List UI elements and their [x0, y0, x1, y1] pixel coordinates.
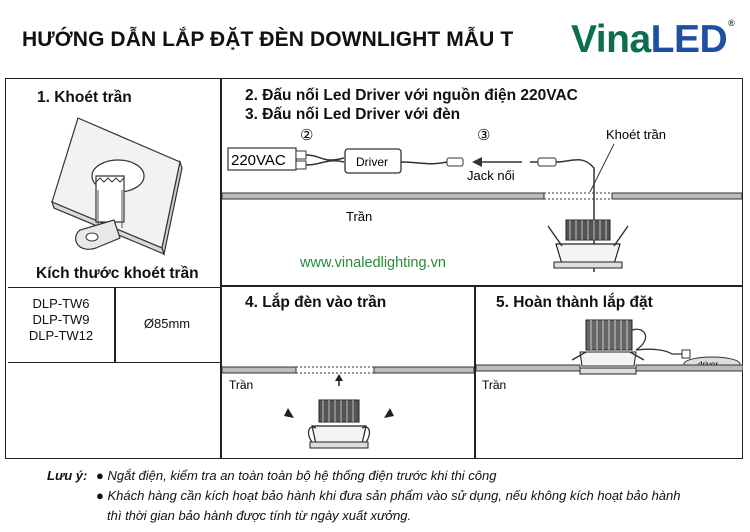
website-url[interactable]: www.vinaledlighting.vn [300, 255, 446, 271]
driver-cable [632, 329, 682, 354]
bullet-icon: ● [96, 468, 104, 483]
step4-diagram [222, 362, 474, 458]
step3-heading: 3. Đấu nối Led Driver với đèn [245, 106, 461, 123]
downlight-icon [309, 400, 370, 448]
jack-female [447, 158, 463, 166]
brand-logo [571, 18, 734, 62]
cutout-size-heading: Kích thước khoét trần [36, 265, 199, 282]
ceiling-cut-illustration [40, 110, 190, 260]
model-row: DLP-TW12 [28, 328, 94, 343]
ceiling-left-slab [222, 193, 544, 199]
spring-arrow-left [284, 408, 294, 418]
ceiling-label: Trần [346, 209, 373, 224]
connector-block-top [296, 151, 306, 159]
step4-heading: 4. Lắp đèn vào trần [245, 294, 387, 311]
step5-diagram [476, 312, 743, 458]
cable-connector [682, 350, 690, 358]
logo-led: LED [650, 18, 728, 61]
divider-middle-row [220, 285, 743, 287]
ceiling-label: Trần [482, 378, 507, 392]
table-cell-cutout-diameter: Ø85mm [143, 316, 191, 331]
step2-heading: 2. Đấu nối Led Driver với nguồn điện 220VAC [245, 87, 578, 104]
page-title: HƯỚNG DẪN LẮP ĐẶT ĐÈN DOWNLIGHT MẪU T [22, 28, 514, 51]
note-text: Khách hàng cần kích hoạt bảo hành khi đưa sản phẩm vào sử dụng, nếu không kích hoạt bảo hành [107, 488, 681, 503]
power-wires [306, 155, 344, 165]
installed-downlight-icon [572, 320, 644, 374]
notes-label: Lưu ý: [47, 468, 88, 483]
spring-arrow-right [384, 408, 394, 418]
model-row: DLP-TW6 [32, 296, 90, 311]
connector-block-bottom [296, 161, 306, 169]
ceiling-left-slab [476, 365, 580, 371]
model-row: DLP-TW9 [32, 312, 90, 327]
up-arrow-head [335, 374, 343, 381]
ceiling-label: Trần [229, 378, 254, 392]
step1-heading: 1. Khoét trần [37, 89, 132, 106]
downlight-icon [548, 220, 628, 268]
logo-vina: Vina [571, 18, 651, 61]
hole-label: Khoét trần [606, 127, 666, 142]
ceiling-right-slab [612, 193, 742, 199]
note-text: Ngắt điện, kiểm tra an toàn toàn bộ hệ thống điện trước khi thi công [107, 468, 497, 483]
connect-arrow-head [472, 157, 482, 167]
ceiling-right-slab [636, 365, 743, 371]
note-item [96, 468, 497, 483]
ceiling-right-slab [374, 367, 474, 373]
marker-3: ③ [477, 127, 491, 144]
step5-heading: 5. Hoàn thành lắp đặt [496, 294, 653, 311]
driver-output-wire [401, 162, 447, 164]
jack-male [538, 158, 556, 166]
marker-2: ② [300, 127, 314, 144]
jack-label: Jack nối [467, 168, 515, 183]
power-label: 220VAC [231, 152, 286, 169]
table-cell-models [10, 296, 112, 344]
driver-label: Driver [356, 155, 388, 169]
ceiling-left-slab [222, 367, 296, 373]
note-item [96, 488, 681, 503]
bullet-icon: ● [96, 488, 104, 503]
note-item-continuation: thì thời gian bảo hành được tính từ ngày xuất xưởng. [107, 508, 412, 523]
logo-registered: ® [728, 18, 735, 28]
